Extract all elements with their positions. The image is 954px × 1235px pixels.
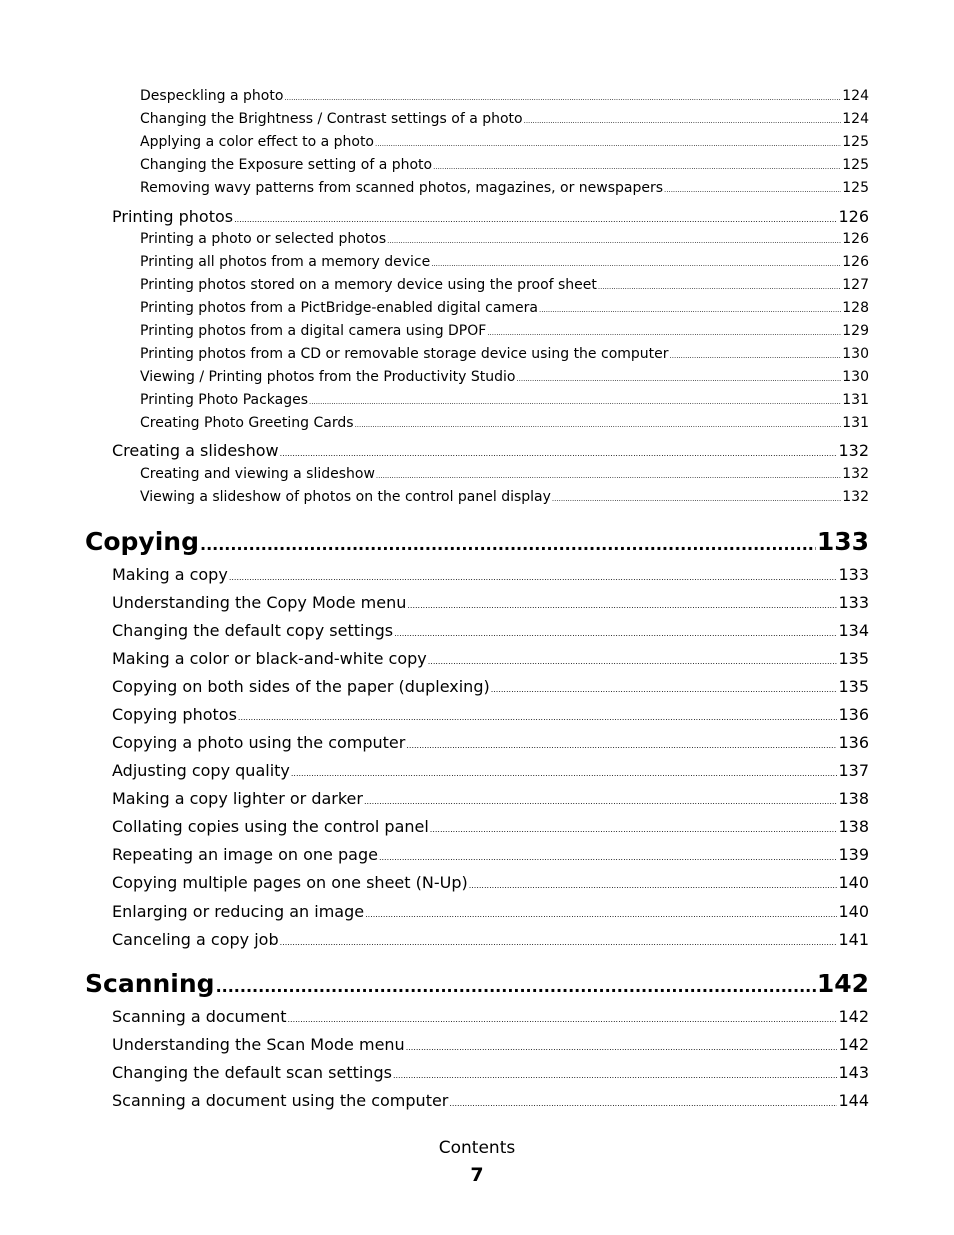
toc-entry-page-number: 127 bbox=[842, 277, 869, 293]
dot-leader bbox=[200, 535, 816, 554]
toc-subsection-entry[interactable] bbox=[140, 392, 869, 408]
toc-entry-page-number: 144 bbox=[838, 1091, 869, 1110]
toc-entry-title: Adjusting copy quality bbox=[112, 761, 290, 780]
toc-entry-title: Understanding the Copy Mode menu bbox=[112, 593, 407, 612]
dot-leader bbox=[238, 713, 838, 722]
dot-leader bbox=[394, 629, 837, 638]
toc-entry-title: Copying on both sides of the paper (duplexing) bbox=[112, 677, 490, 696]
toc-entry-title: Scanning bbox=[85, 969, 215, 998]
toc-subsection-entry[interactable] bbox=[140, 88, 869, 104]
toc-entry-page-number: 124 bbox=[842, 111, 869, 127]
dot-leader bbox=[280, 938, 838, 947]
toc-section-entry[interactable] bbox=[112, 930, 869, 949]
dot-leader bbox=[491, 685, 838, 694]
toc-entry-page-number: 135 bbox=[838, 677, 869, 696]
toc-entry-page-number: 125 bbox=[842, 134, 869, 150]
toc-entry-page-number: 131 bbox=[842, 415, 869, 431]
toc-entry-title: Creating and viewing a slideshow bbox=[140, 466, 375, 482]
toc-entry-page-number: 140 bbox=[838, 873, 869, 892]
dot-leader bbox=[216, 977, 816, 996]
toc-entry-page-number: 133 bbox=[838, 565, 869, 584]
toc-entry-page-number: 125 bbox=[842, 157, 869, 173]
toc-subsection-entry[interactable] bbox=[140, 466, 869, 482]
toc-section-entry[interactable] bbox=[112, 705, 869, 724]
dot-leader bbox=[364, 797, 837, 806]
dot-leader bbox=[598, 283, 841, 291]
toc-entry-title: Collating copies using the control panel bbox=[112, 817, 429, 836]
toc-subsection-entry[interactable] bbox=[140, 300, 869, 316]
toc-section-entry[interactable] bbox=[112, 845, 869, 864]
toc-entry-title: Viewing a slideshow of photos on the control panel display bbox=[140, 489, 551, 505]
dot-leader bbox=[469, 881, 838, 890]
toc-chapter-entry[interactable] bbox=[85, 969, 869, 998]
toc-section-entry[interactable] bbox=[112, 621, 869, 640]
page-number: 7 bbox=[470, 1164, 484, 1186]
toc-entry-page-number: 142 bbox=[816, 969, 869, 998]
toc-subsection-entry[interactable] bbox=[140, 157, 869, 173]
toc-entry-title: Copying multiple pages on one sheet (N-Up) bbox=[112, 873, 468, 892]
toc-chapter-entry[interactable] bbox=[85, 527, 869, 556]
dot-leader bbox=[407, 601, 837, 610]
dot-leader bbox=[355, 421, 842, 429]
dot-leader bbox=[234, 215, 837, 224]
dot-leader bbox=[280, 449, 838, 458]
toc-entry-title: Printing photos from a CD or removable storage device using the computer bbox=[140, 346, 669, 362]
toc-entry-title: Changing the Brightness / Contrast settings of a photo bbox=[140, 111, 523, 127]
toc-subsection-entry[interactable] bbox=[140, 369, 869, 385]
dot-leader bbox=[539, 306, 841, 314]
toc-entry-page-number: 130 bbox=[842, 346, 869, 362]
toc-section-entry[interactable] bbox=[112, 733, 869, 752]
footer-section-label: Contents bbox=[438, 1138, 516, 1158]
toc-subsection-entry[interactable] bbox=[140, 415, 869, 431]
toc-section-entry[interactable] bbox=[112, 1063, 869, 1082]
dot-leader bbox=[516, 375, 841, 383]
dot-leader bbox=[379, 853, 838, 862]
toc-section-entry[interactable] bbox=[112, 1091, 869, 1110]
toc-subsection-entry[interactable] bbox=[140, 277, 869, 293]
toc-subsection-entry[interactable] bbox=[140, 111, 869, 127]
toc-section-entry[interactable] bbox=[112, 902, 869, 921]
toc-entry-title: Understanding the Scan Mode menu bbox=[112, 1035, 405, 1054]
toc-subsection-entry[interactable] bbox=[140, 489, 869, 505]
toc-entry-title: Printing all photos from a memory device bbox=[140, 254, 431, 270]
toc-entry-title: Despeckling a photo bbox=[140, 88, 284, 104]
toc-entry-page-number: 137 bbox=[838, 761, 869, 780]
dot-leader bbox=[406, 741, 837, 750]
toc-entry-page-number: 133 bbox=[838, 593, 869, 612]
dot-leader bbox=[664, 186, 841, 194]
toc-entry-title: Printing photos stored on a memory device using the proof sheet bbox=[140, 277, 597, 293]
toc-subsection-entry[interactable] bbox=[140, 231, 869, 247]
toc-entry-title: Printing photos bbox=[112, 207, 234, 226]
toc-subsection-entry[interactable] bbox=[140, 346, 869, 362]
toc-entry-page-number: 138 bbox=[838, 789, 869, 808]
toc-entry-page-number: 134 bbox=[838, 621, 869, 640]
toc-entry-page-number: 126 bbox=[838, 207, 869, 226]
toc-section-entry[interactable] bbox=[112, 789, 869, 808]
dot-leader bbox=[393, 1071, 838, 1080]
dot-leader bbox=[670, 352, 842, 360]
toc-entry-page-number: 135 bbox=[838, 649, 869, 668]
dot-leader bbox=[431, 260, 841, 268]
toc-entry-title: Printing photos from a PictBridge-enabled digital camera bbox=[140, 300, 539, 316]
dot-leader bbox=[487, 329, 841, 337]
toc-subsection-entry[interactable] bbox=[140, 323, 869, 339]
dot-leader bbox=[449, 1099, 837, 1108]
toc-entry-title: Viewing / Printing photos from the Productivity Studio bbox=[140, 369, 516, 385]
dot-leader bbox=[309, 398, 841, 406]
dot-leader bbox=[375, 140, 841, 148]
toc-entry-page-number: 131 bbox=[842, 392, 869, 408]
toc-section-entry[interactable] bbox=[112, 1007, 869, 1026]
toc-entry-page-number: 142 bbox=[838, 1007, 869, 1026]
toc-entry-title: Removing wavy patterns from scanned photos, magazines, or newspapers bbox=[140, 180, 664, 196]
toc-entry-title: Copying a photo using the computer bbox=[112, 733, 406, 752]
dot-leader bbox=[552, 495, 841, 503]
toc-section-entry[interactable] bbox=[112, 1035, 869, 1054]
toc-entry-title: Changing the default scan settings bbox=[112, 1063, 392, 1082]
toc-section-entry[interactable] bbox=[112, 565, 869, 584]
toc-entry-page-number: 132 bbox=[842, 489, 869, 505]
toc-entry-title: Creating a slideshow bbox=[112, 441, 279, 460]
toc-entry-title: Changing the default copy settings bbox=[112, 621, 394, 640]
toc-entry-title: Enlarging or reducing an image bbox=[112, 902, 365, 921]
toc-entry-title: Canceling a copy job bbox=[112, 930, 279, 949]
toc-entry-title: Making a copy bbox=[112, 565, 228, 584]
dot-leader bbox=[284, 94, 841, 102]
toc-subsection-entry[interactable] bbox=[140, 134, 869, 150]
dot-leader bbox=[229, 573, 838, 582]
toc-entry-title: Making a copy lighter or darker bbox=[112, 789, 363, 808]
toc-section-entry[interactable] bbox=[112, 593, 869, 612]
toc-entry-page-number: 126 bbox=[842, 231, 869, 247]
toc-entry-page-number: 130 bbox=[842, 369, 869, 385]
toc-entry-title: Repeating an image on one page bbox=[112, 845, 378, 864]
toc-entry-title: Scanning a document bbox=[112, 1007, 287, 1026]
toc-entry-page-number: 128 bbox=[842, 300, 869, 316]
toc-entry-page-number: 139 bbox=[838, 845, 869, 864]
toc-entry-page-number: 136 bbox=[838, 733, 869, 752]
toc-subsection-entry[interactable] bbox=[140, 254, 869, 270]
toc-entry-title: Printing a photo or selected photos bbox=[140, 231, 387, 247]
toc-entry-page-number: 132 bbox=[842, 466, 869, 482]
dot-leader bbox=[387, 237, 841, 245]
toc-entry-page-number: 138 bbox=[838, 817, 869, 836]
toc-entry-title: Printing Photo Packages bbox=[140, 392, 309, 408]
toc-entry-page-number: 125 bbox=[842, 180, 869, 196]
toc-entry-title: Changing the Exposure setting of a photo bbox=[140, 157, 433, 173]
toc-entry-title: Scanning a document using the computer bbox=[112, 1091, 449, 1110]
toc-entry-title: Printing photos from a digital camera using DPOF bbox=[140, 323, 487, 339]
dot-leader bbox=[365, 910, 837, 919]
page-footer bbox=[0, 1138, 954, 1186]
toc-entry-title: Making a color or black-and-white copy bbox=[112, 649, 427, 668]
toc-entry-title: Creating Photo Greeting Cards bbox=[140, 415, 354, 431]
toc-entry-page-number: 140 bbox=[838, 902, 869, 921]
dot-leader bbox=[291, 769, 838, 778]
dot-leader bbox=[406, 1043, 838, 1052]
toc-section-entry[interactable] bbox=[112, 441, 869, 460]
toc-entry-page-number: 132 bbox=[838, 441, 869, 460]
toc-section-entry[interactable] bbox=[112, 649, 869, 668]
toc-entry-page-number: 126 bbox=[842, 254, 869, 270]
toc-entry-title: Copying photos bbox=[112, 705, 237, 724]
dot-leader bbox=[287, 1015, 837, 1024]
toc-section-entry[interactable] bbox=[112, 761, 869, 780]
toc-section-entry[interactable] bbox=[112, 677, 869, 696]
toc-entry-page-number: 143 bbox=[838, 1063, 869, 1082]
dot-leader bbox=[433, 163, 841, 171]
toc-entry-title: Copying bbox=[85, 527, 199, 556]
toc-subsection-entry[interactable] bbox=[140, 180, 869, 196]
toc-entry-page-number: 133 bbox=[816, 527, 869, 556]
toc-entry-page-number: 142 bbox=[838, 1035, 869, 1054]
toc-entry-page-number: 141 bbox=[838, 930, 869, 949]
toc-section-entry[interactable] bbox=[112, 817, 869, 836]
dot-leader bbox=[430, 825, 838, 834]
dot-leader bbox=[428, 657, 838, 666]
toc-entry-page-number: 124 bbox=[842, 88, 869, 104]
toc-section-entry[interactable] bbox=[112, 873, 869, 892]
toc-entry-page-number: 136 bbox=[838, 705, 869, 724]
dot-leader bbox=[376, 472, 841, 480]
toc-entry-page-number: 129 bbox=[842, 323, 869, 339]
dot-leader bbox=[524, 117, 842, 125]
toc-section-entry[interactable] bbox=[112, 207, 869, 226]
toc-entry-title: Applying a color effect to a photo bbox=[140, 134, 375, 150]
